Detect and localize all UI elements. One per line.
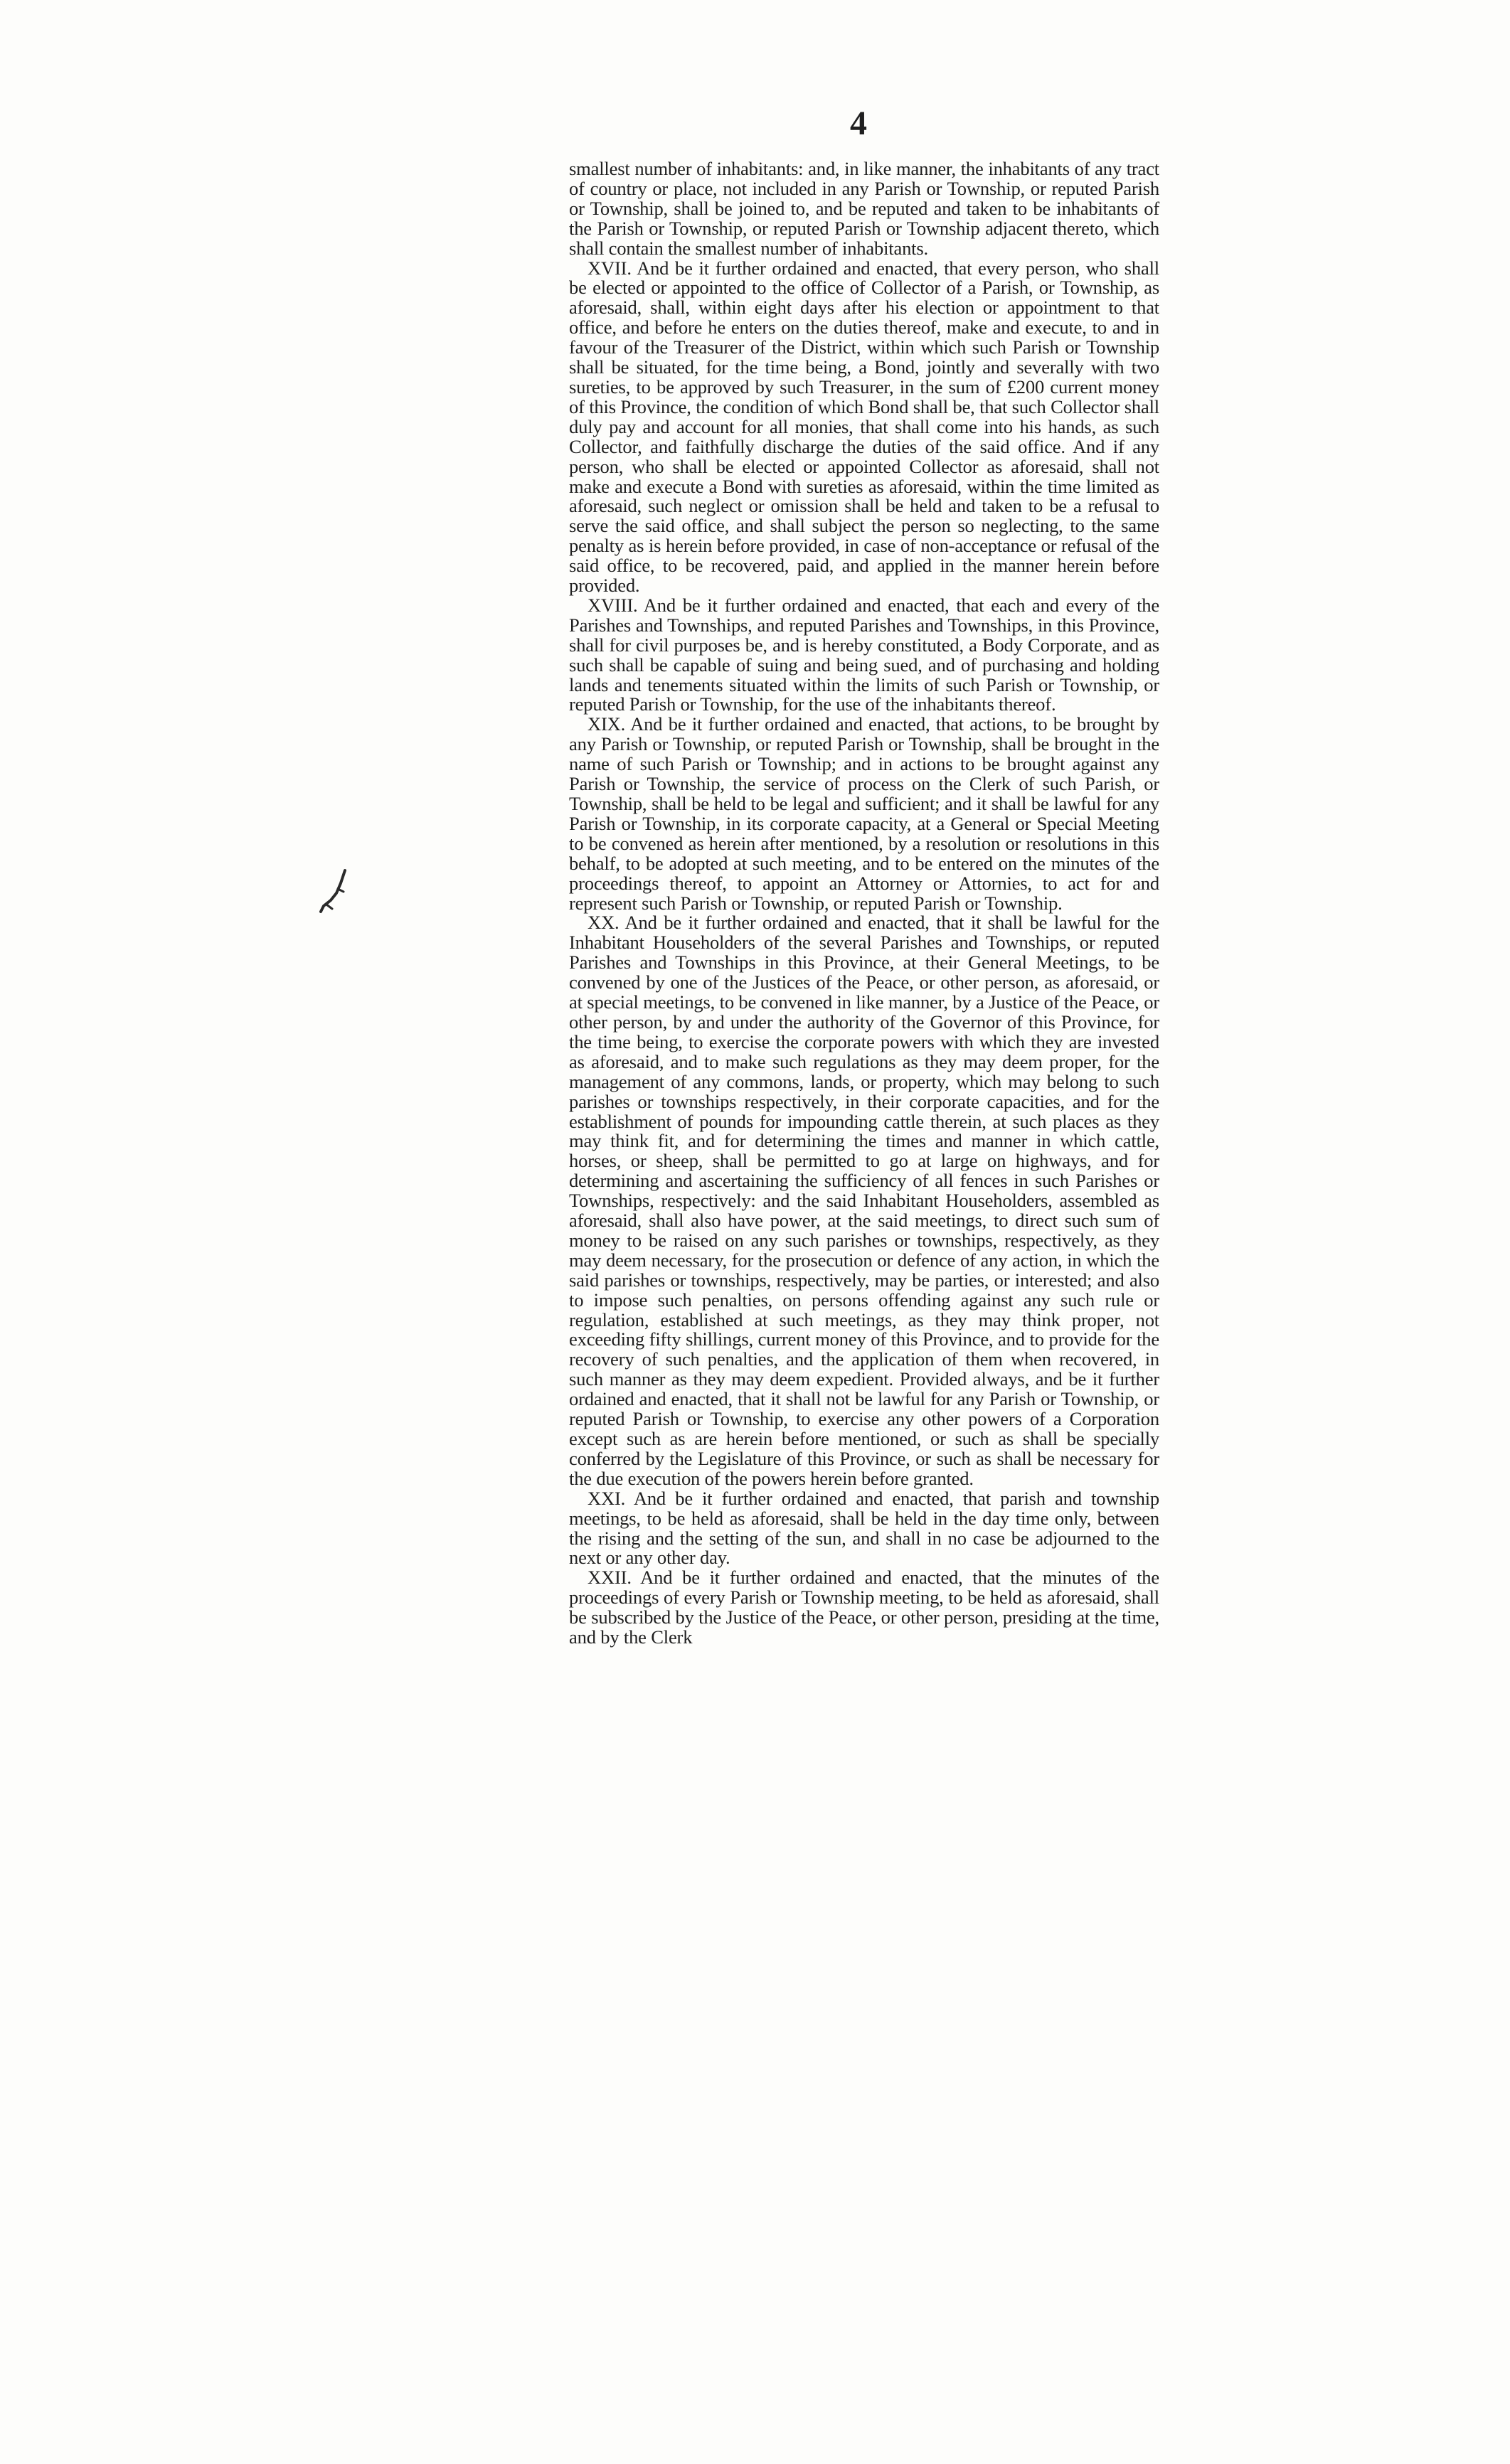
section-xxii: XXII. And be it further ordained and enacted, that the minutes of the proceedings of every Parish or Township meeting, to be held as aforesaid, shall be subscribed by the Justice of the Peace, or other person, presiding at the time, and by the Clerk <box>569 1567 1159 1648</box>
body-text <box>569 159 1159 1648</box>
section-xviii: XVIII. And be it further ordained and enacted, that each and every of the Parishes and Townships, and reputed Parishes and Townships, in this Province, shall for civil purposes be, and is hereby constituted, a Body Corporate, and as such shall be capable of suing and being sued, and of purchasing and holding lands and tenements situated within the limits of such Parish or Township, or reputed Parish or Township, for the use of the inhabitants thereof. <box>569 594 1159 715</box>
page-number: 4 <box>850 105 867 142</box>
ink-mark <box>317 868 359 917</box>
section-xvii: XVII. And be it further ordained and enacted, that every person, who shall be elected or appointed to the office of Collector of a Parish, or Township, as aforesaid, shall, within eight days after his election or appointment to that office, and before he enters on the duties thereof, make and execute, to and in favour of the Treasurer of the District, within which such Parish or Township shall be situated, for the time being, a Bond, jointly and severally with two sureties, to be approved by such Treasurer, in the sum of £200 current money of this Province, the condition of which Bond shall be, that such Collector shall duly pay and account for all monies, that shall come into his hands, as such Collector, and faithfully discharge the duties of the said office. And if any person, who shall be elected or appointed Collector as aforesaid, shall not make and execute a Bond with sureties as aforesaid, within the time limited as aforesaid, such neglect or omission shall be held and taken to be a refusal to serve the said office, and shall subject the person so neglecting, to the same penalty as is herein before provided, in case of non-acceptance or refusal of the said office, to be recovered, paid, and applied in the manner herein before provided. <box>569 257 1159 597</box>
section-xix: XIX. And be it further ordained and enacted, that actions, to be brought by any Parish or Township, or reputed Parish or Township, shall be brought in the name of such Parish or Township; and in actions to be brought against any Parish or Township, the service of process on the Clerk of such Parish, or Township, shall be held to be legal and sufficient; and it shall be lawful for any Parish or Township, in its corporate capacity, at a General or Special Meeting to be convened as herein after mentioned, by a resolution or resolutions in this behalf, to be adopted at such meeting, and to be entered on the minutes of the proceedings thereof, to appoint an Attorney or Attornies, to act for and represent such Parish or Township, or reputed Parish or Township. <box>569 713 1159 914</box>
paragraph-continuation: smallest number of inhabitants: and, in like manner, the inhabitants of any tract of country or place, not included in any Parish or Township, or reputed Parish or Township, shall be joined to, and be reputed and taken to be inhabitants of the Parish or Township, or reputed Parish or Township adjacent thereto, which shall contain the smallest number of inhabitants. <box>569 158 1159 259</box>
section-xxi: XXI. And be it further ordained and enacted, that parish and township meetings, to be held as aforesaid, shall be held in the day time only, between the rising and the setting of the sun, and shall in no case be adjourned to the next or any other day. <box>569 1487 1159 1569</box>
section-xx: XX. And be it further ordained and enacted, that it shall be lawful for the Inhabitant Householders of the several Parishes and Townships, or reputed Parishes and Townships in this Province, at their General Meetings, to be convened by one of the Justices of the Peace, or other person, as aforesaid, or at special meetings, to be convened in like manner, by a Justice of the Peace, or other person, by and under the authority of the Governor of this Province, for the time being, to exercise the corporate powers with which they are invested as aforesaid, and to make such regulations as they may deem proper, for the management of any commons, lands, or property, which may belong to such parishes or townships respectively, in their corporate capacities, and for the establishment of pounds for impounding cattle therein, at such places as they may think fit, and for determining the times and manner in which cattle, horses, or sheep, shall be permitted to go at large on highways, and for determining and ascertaining the sufficiency of all fences in such Parishes or Townships, respectively: and the said Inhabitant Householders, assembled as aforesaid, shall also have power, at the said meetings, to direct such sum of money to be raised on any such parishes or townships, respectively, as they may deem necessary, for the prosecution or defence of any action, in which the said parishes or townships, respectively, may be parties, or interested; and also to impose such penalties, on persons offending against any such rule or regulation, established at such meetings, as they may think proper, not exceeding fifty shillings, current money of this Province, and to provide for the recovery of such penalties, and the application of them when recovered, in such manner as they may deem expedient. Provided always, and be it further ordained and enacted, that it shall not be lawful for any Parish or Township, or reputed Parish or Township, to exercise any other powers of a Corporation except such as are herein before mentioned, or such as shall be specially conferred by the Legislature of this Province, or such as shall be necessary for the due execution of the powers herein before granted. <box>569 912 1159 1489</box>
